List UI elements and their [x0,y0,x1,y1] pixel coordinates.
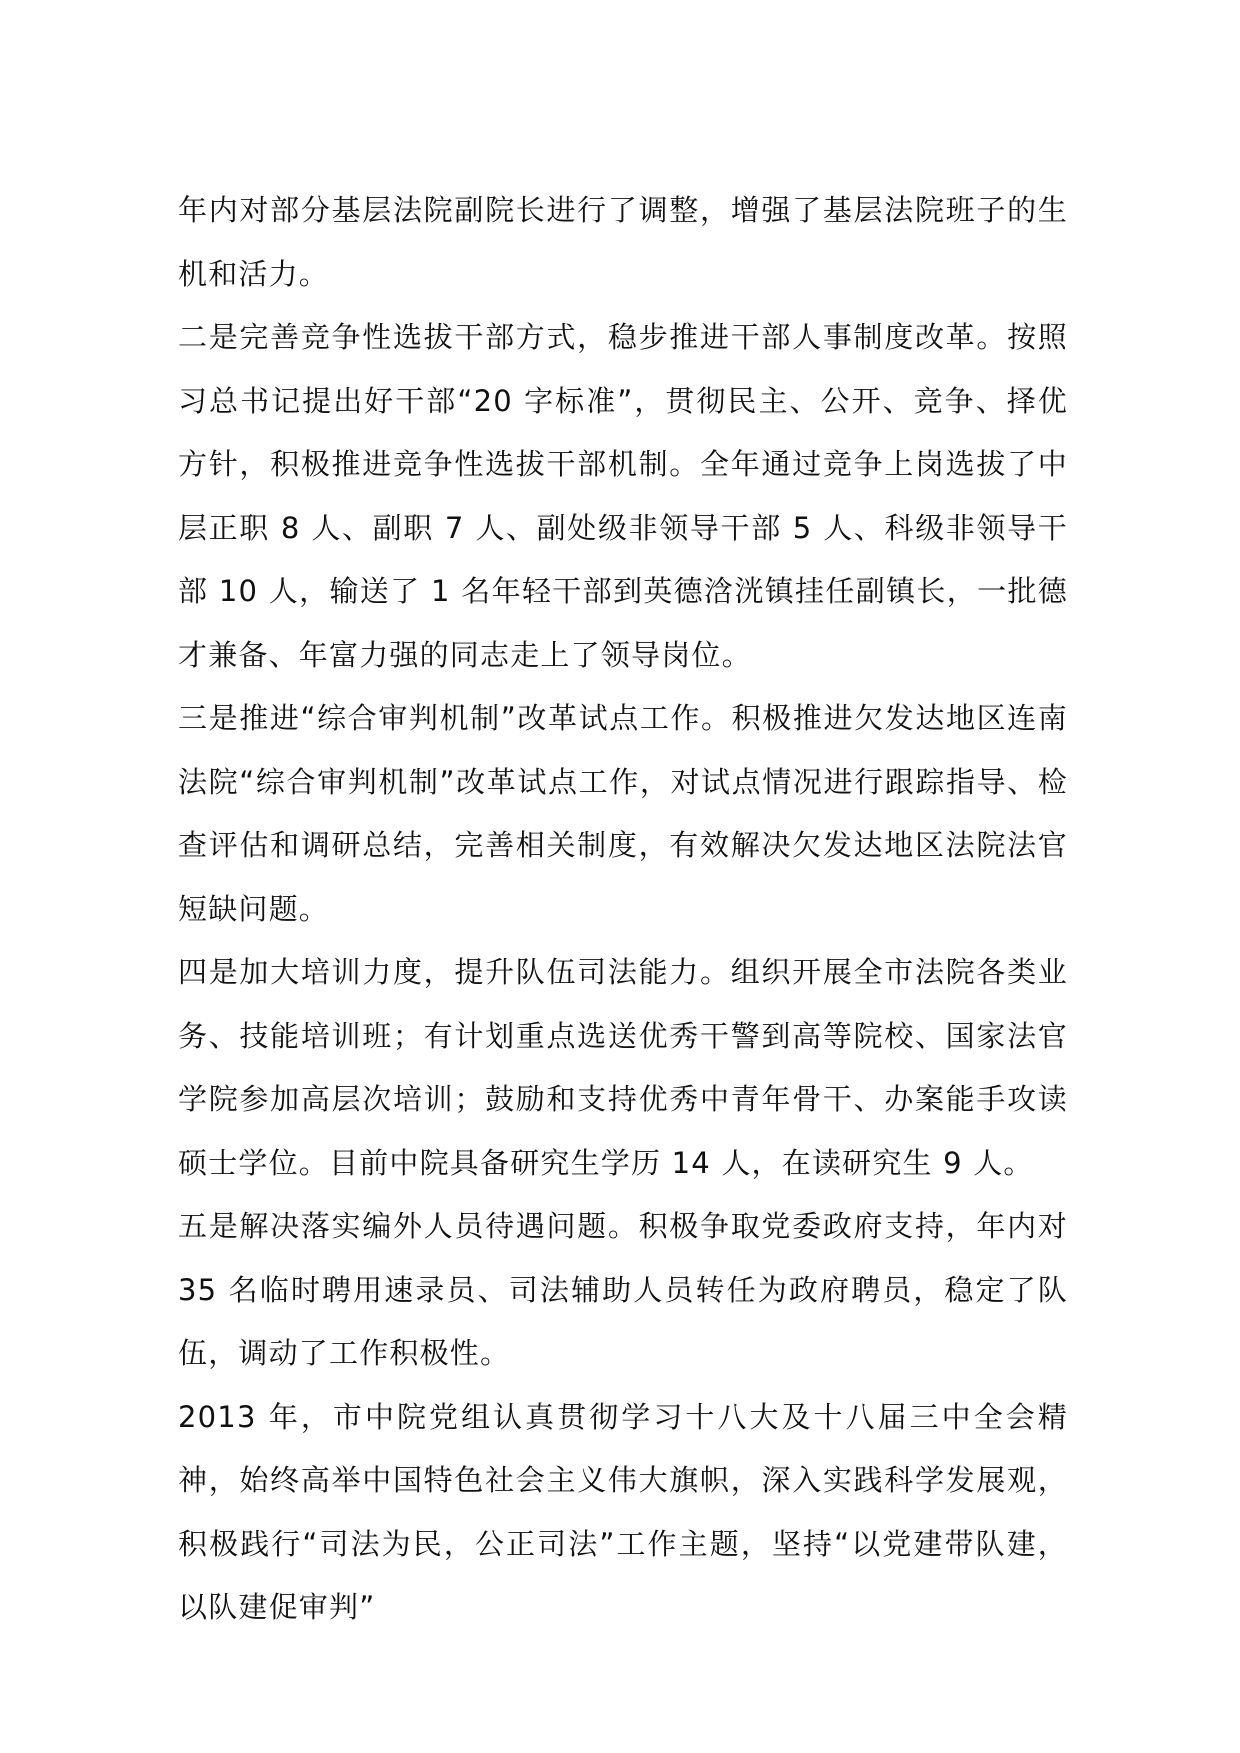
paragraph-2: 二是完善竞争性选拔干部方式，稳步推进干部人事制度改革。按照习总书记提出好干部“20 字标准”，贯彻民主、公开、竞争、择优方针，积极推进竞争性选拔干部机制。全年通过竞争上岗选拔了中层正职 8 人、副职 7 人、副处级非领导干部 5 人、科级非领导干部 10 人，输送了 1 名年轻干部到英德浛洸镇挂任副镇长，一批德才兼备、年富力强的同志走上了领导岗位。 [178,320,1068,672]
document-body [178,179,1068,1640]
paragraph-6: 2013 年，市中院党组认真贯彻学习十八大及十八届三中全会精神，始终高举中国特色社会主义伟大旗帜，深入实践科学发展观，积极践行“司法为民，公正司法”工作主题，坚持“以党建带队建，以队建促审判” [178,1399,1068,1624]
paragraph-1: 年内对部分基层法院副院长进行了调整，增强了基层法院班子的生机和活力。 [178,193,1068,291]
paragraph-4: 四是加大培训力度，提升队伍司法能力。组织开展全市法院各类业务、技能培训班；有计划重点选送优秀干警到高等院校、国家法官学院参加高层次培训；鼓励和支持优秀中青年骨干、办案能手攻读硕士学位。目前中院具备研究生学历 14 人，在读研究生 9 人。 [178,955,1068,1180]
paragraph-5: 五是解决落实编外人员待遇问题。积极争取党委政府支持，年内对 35 名临时聘用速录员、司法辅助人员转任为政府聘员，稳定了队伍，调动了工作积极性。 [178,1209,1068,1370]
paragraph-3: 三是推进“综合审判机制”改革试点工作。积极推进欠发达地区连南法院“综合审判机制”改革试点工作，对试点情况进行跟踪指导、检查评估和调研总结，完善相关制度，有效解决欠发达地区法院法官短缺问题。 [178,701,1068,926]
